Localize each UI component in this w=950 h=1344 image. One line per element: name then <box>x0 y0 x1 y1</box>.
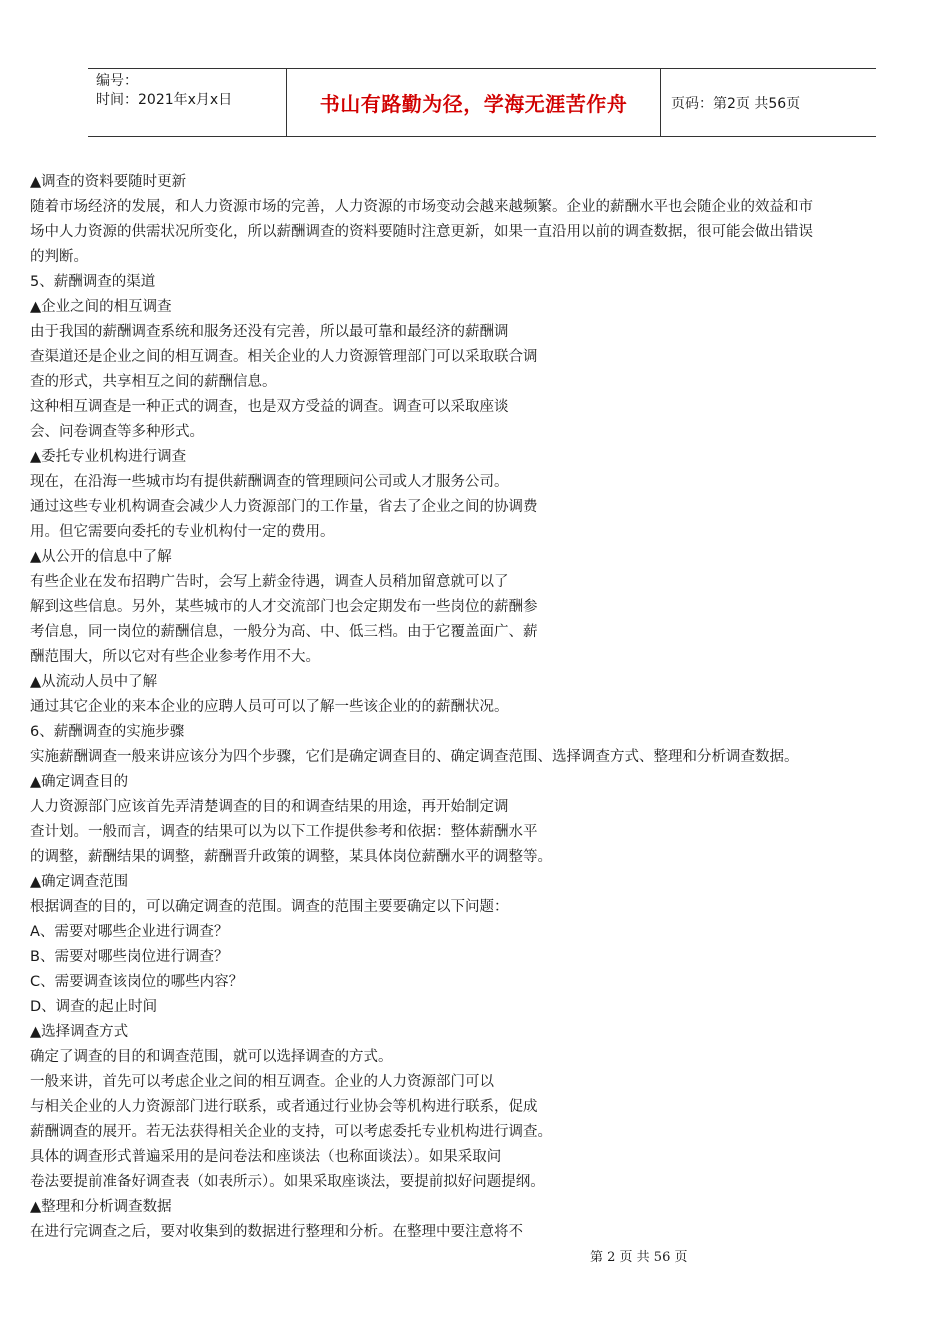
text-line: C、需要调查该岗位的哪些内容？ <box>30 974 244 990</box>
text-line: 在进行完调查之后，要对收集到的数据进行整理和分析。在整理中要注意将不 <box>30 1224 523 1240</box>
text-line: 查的形式，共享相互之间的薪酬信息。 <box>30 374 277 390</box>
text-line: 用。但它需要向委托的专业机构付一定的费用。 <box>30 524 335 540</box>
text-line: 实施薪酬调查一般来讲应该分为四个步骤，它们是确定调查目的、确定调查范围、选择调查方式、整理和分析调查数据。 <box>30 749 799 765</box>
text-line: ▲从流动人员中了解 <box>30 674 158 690</box>
time-label: 时间：2021年x月x日 <box>96 92 233 108</box>
text-line: 由于我国的薪酬调查系统和服务还没有完善，所以最可靠和最经济的薪酬调 <box>30 324 509 340</box>
text-line: A、需要对哪些企业进行调查？ <box>30 924 229 940</box>
text-line: 解到这些信息。另外，某些城市的人才交流部门也会定期发布一些岗位的薪酬参 <box>30 599 538 615</box>
text-line: 通过这些专业机构调查会减少人力资源部门的工作量，省去了企业之间的协调费 <box>30 499 538 515</box>
text-line: 有些企业在发布招聘广告时，会写上薪金待遇，调查人员稍加留意就可以了 <box>30 574 509 590</box>
text-line: D、调查的起止时间 <box>30 999 158 1015</box>
text-line: 随着市场经济的发展，和人力资源市场的完善，人力资源的市场变动会越来越频繁。企业的薪酬水平也会随企业的效益和市 <box>30 199 813 215</box>
text-line: 人力资源部门应该首先弄清楚调查的目的和调查结果的用途，再开始制定调 <box>30 799 509 815</box>
text-line: 根据调查的目的，可以确定调查的范围。调查的范围主要要确定以下问题： <box>30 899 509 915</box>
text-line: ▲确定调查目的 <box>30 774 129 790</box>
text-line: 通过其它企业的来本企业的应聘人员可可以了解一些该企业的的薪酬状况。 <box>30 699 509 715</box>
page-label: 页码：第2页 共56页 <box>671 95 801 112</box>
text-line: 考信息，同一岗位的薪酬信息，一般分为高、中、低三档。由于它覆盖面广、薪 <box>30 624 538 640</box>
text-line: B、需要对哪些岗位进行调查？ <box>30 949 229 965</box>
text-line: 薪酬调查的展开。若无法获得相关企业的支持，可以考虑委托专业机构进行调查。 <box>30 1124 552 1140</box>
text-line: 一般来讲，首先可以考虑企业之间的相互调查。企业的人力资源部门可以 <box>30 1074 494 1090</box>
text-line: 卷法要提前准备好调查表（如表所示）。如果采取座谈法，要提前拟好问题提纲。 <box>30 1174 545 1190</box>
document-body <box>30 170 940 1245</box>
text-line: 与相关企业的人力资源部门进行联系，或者通过行业协会等机构进行联系，促成 <box>30 1099 538 1115</box>
text-line: 的判断。 <box>30 249 88 265</box>
text-line: 查计划。一般而言，调查的结果可以为以下工作提供参考和依据：整体薪酬水平 <box>30 824 538 840</box>
text-line: 确定了调查的目的和调查范围，就可以选择调查的方式。 <box>30 1049 393 1065</box>
text-line: 具体的调查形式普遍采用的是问卷法和座谈法（也称面谈法）。如果采取问 <box>30 1149 502 1165</box>
motto: 书山有路勤为径，学海无涯苦作舟 <box>287 69 661 136</box>
page-footer: 第 2 页 共 56 页 <box>590 1250 688 1265</box>
text-line: ▲整理和分析调查数据 <box>30 1199 172 1215</box>
text-line: 的调整，薪酬结果的调整，薪酬晋升政策的调整，某具体岗位薪酬水平的调整等。 <box>30 849 552 865</box>
header-meta <box>88 69 287 136</box>
text-line: ▲确定调查范围 <box>30 874 129 890</box>
text-line: 查渠道还是企业之间的相互调查。相关企业的人力资源管理部门可以采取联合调 <box>30 349 538 365</box>
text-line: ▲选择调查方式 <box>30 1024 129 1040</box>
text-line: 5、薪酬调查的渠道 <box>30 274 156 290</box>
text-line: 酬范围大，所以它对有些企业参考作用不大。 <box>30 649 320 665</box>
page-header <box>88 68 876 137</box>
text-line: 这种相互调查是一种正式的调查，也是双方受益的调查。调查可以采取座谈 <box>30 399 509 415</box>
text-line: 场中人力资源的供需状况所变化，所以薪酬调查的资料要随时注意更新，如果一直沿用以前的调查数据，很可能会做出错误 <box>30 224 813 240</box>
text-line: ▲委托专业机构进行调查 <box>30 449 187 465</box>
number-label: 编号： <box>96 73 138 89</box>
text-line: ▲从公开的信息中了解 <box>30 549 172 565</box>
text-line: ▲调查的资料要随时更新 <box>30 174 187 190</box>
text-line: 现在，在沿海一些城市均有提供薪酬调查的管理顾问公司或人才服务公司。 <box>30 474 509 490</box>
text-line: 会、问卷调查等多种形式。 <box>30 424 204 440</box>
text-line: 6、薪酬调查的实施步骤 <box>30 724 185 740</box>
text-line: ▲企业之间的相互调查 <box>30 299 172 315</box>
